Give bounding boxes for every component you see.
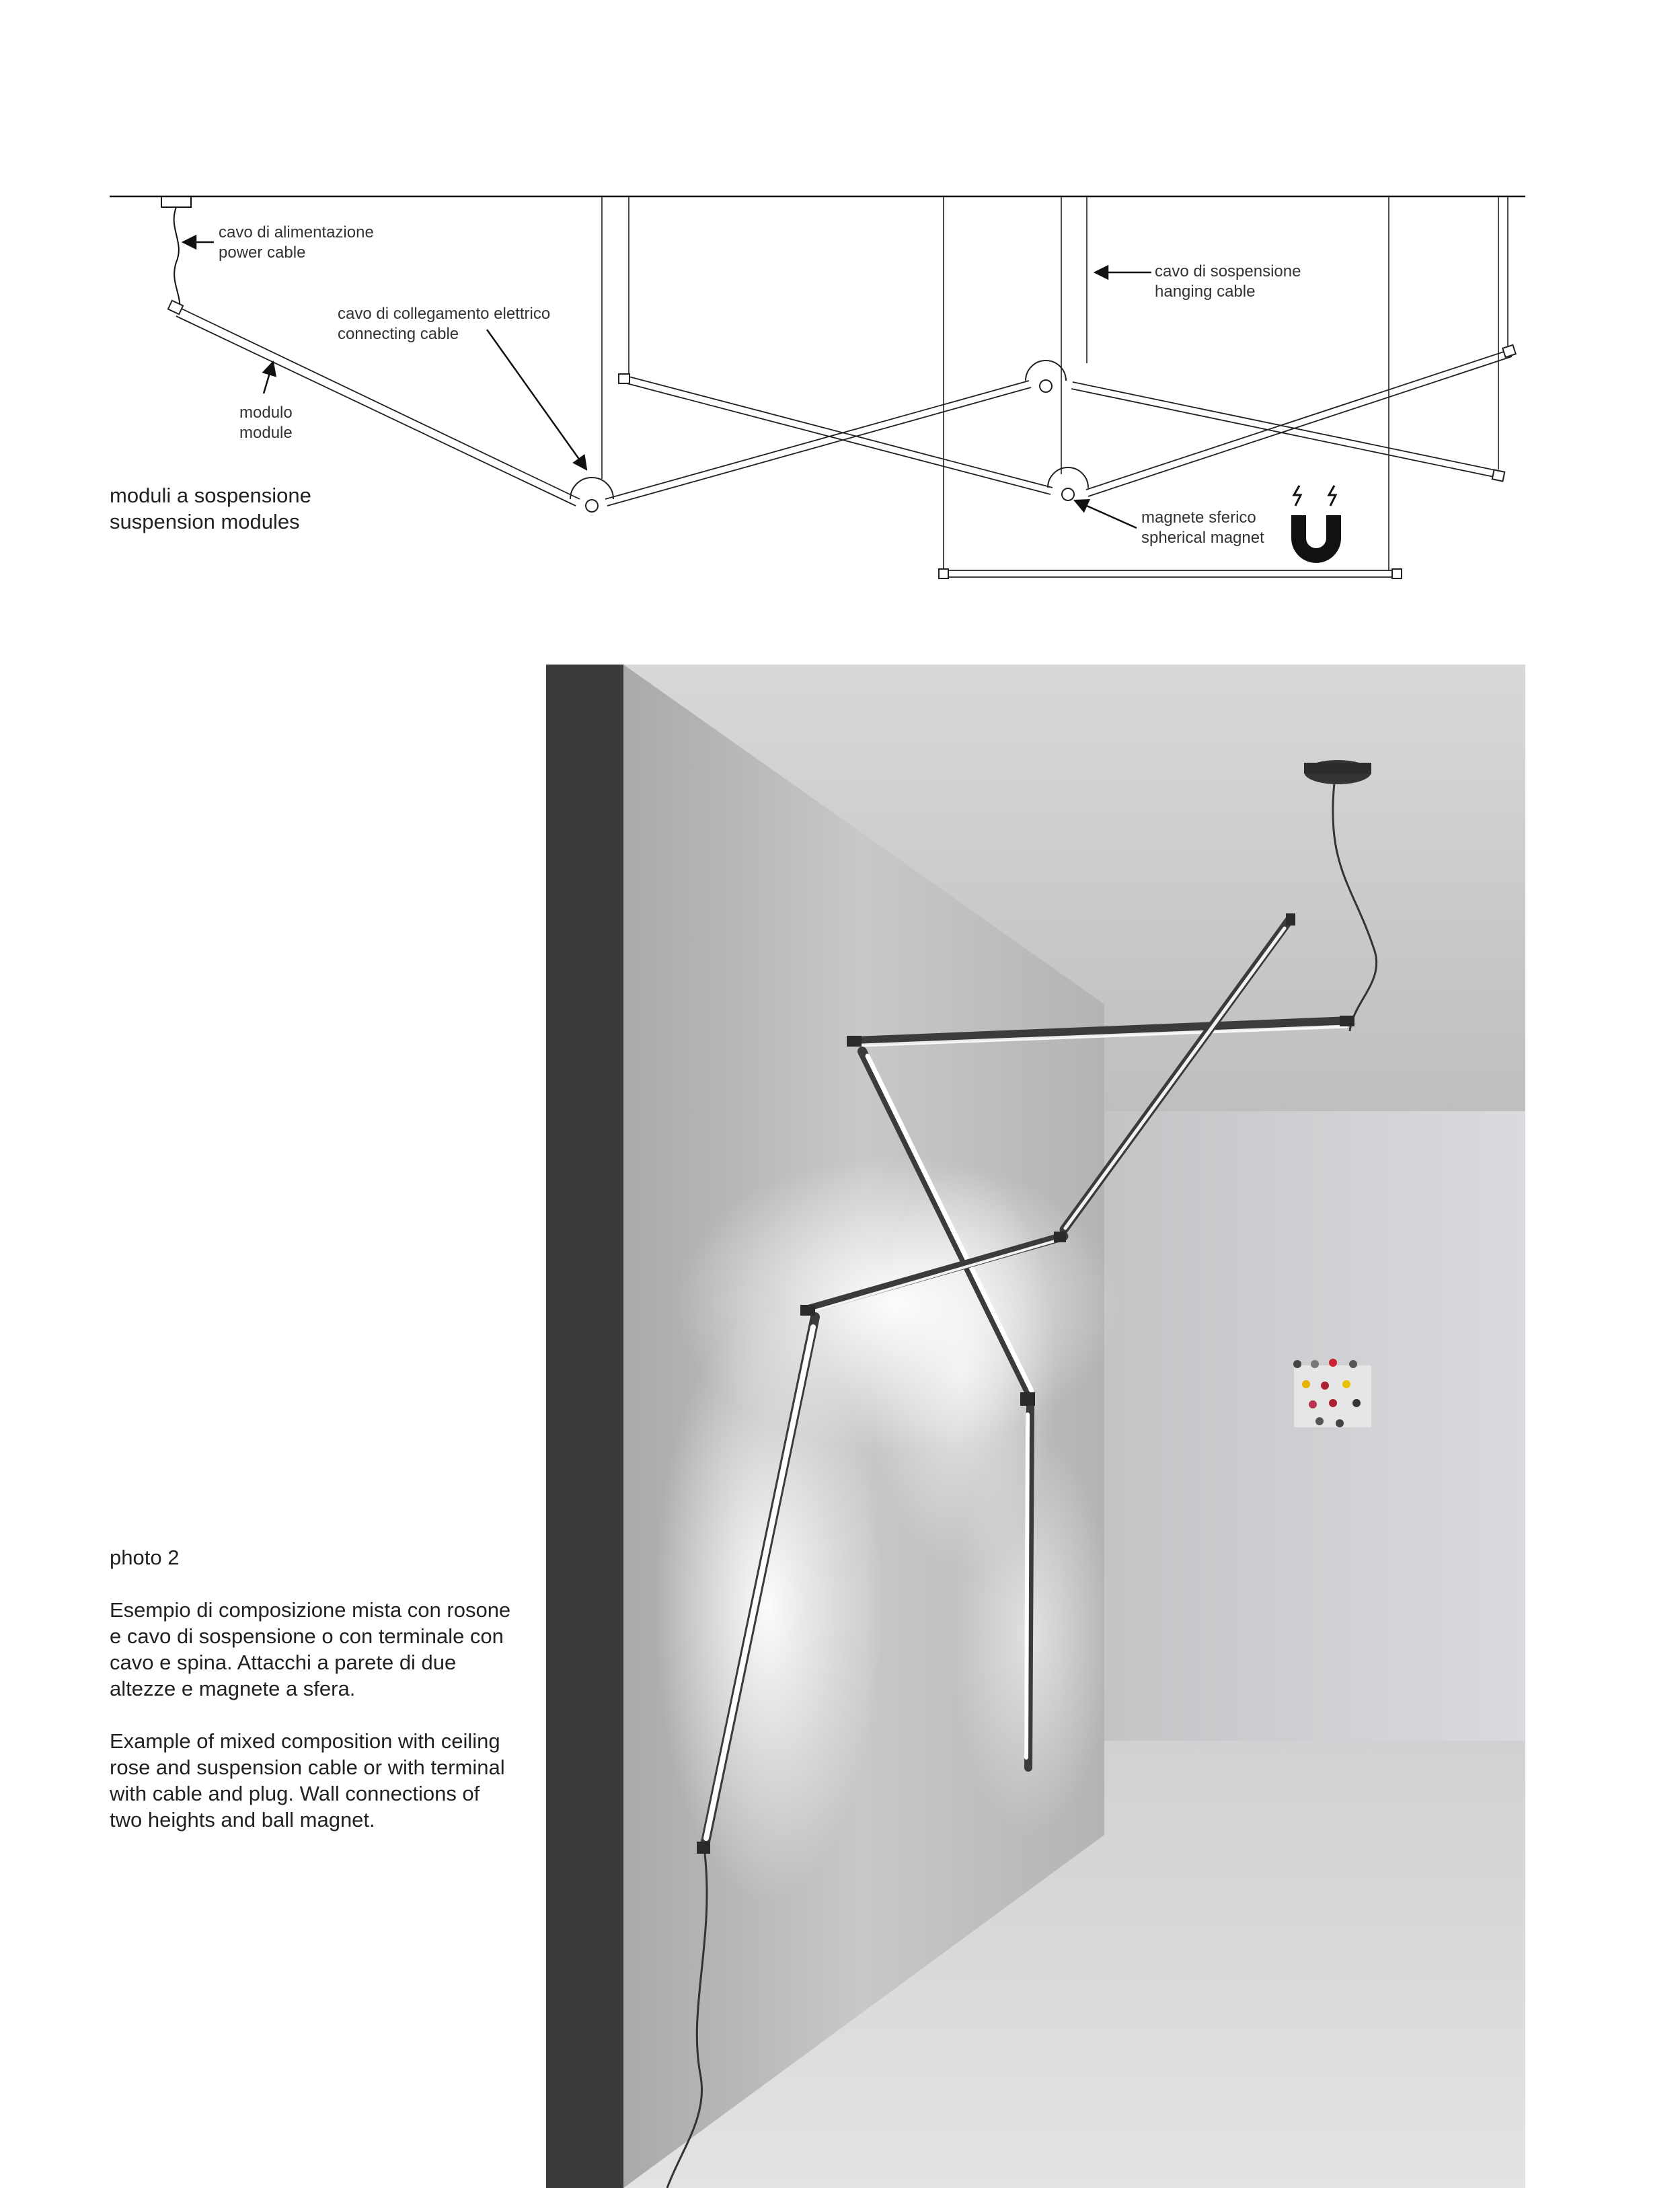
caption-italian: Esempio di composizione mista con rosone e cavo di sospensione o con terminale con cavo e spina. Attacchi a parete di due altezze e magnete a sfera. xyxy=(110,1598,511,1700)
caption-english: Example of mixed composition with ceiling rose and suspension cable or with terminal with cable and plug. Wall connections of two heights and ball magnet. xyxy=(110,1729,505,1832)
ceiling-rose xyxy=(161,196,191,207)
caption-heading: photo 2 xyxy=(110,1546,180,1569)
label-connecting-cable: cavo di collegamento elettrico connecting cable xyxy=(338,305,551,343)
label-power-cable: cavo di alimentazione power cable xyxy=(219,223,374,262)
power-cable xyxy=(174,207,180,311)
magnet-icon xyxy=(1291,486,1341,563)
diagram-title: moduli a sospensione suspension modules xyxy=(110,484,311,533)
label-spherical-magnet: magnete sferico spherical magnet xyxy=(1141,508,1264,547)
label-hanging-cable: cavo di sospensione hanging cable xyxy=(1155,262,1301,301)
label-module: modulo module xyxy=(239,404,293,442)
photo-caption xyxy=(110,1544,513,1859)
installation-photo xyxy=(546,665,1525,2188)
